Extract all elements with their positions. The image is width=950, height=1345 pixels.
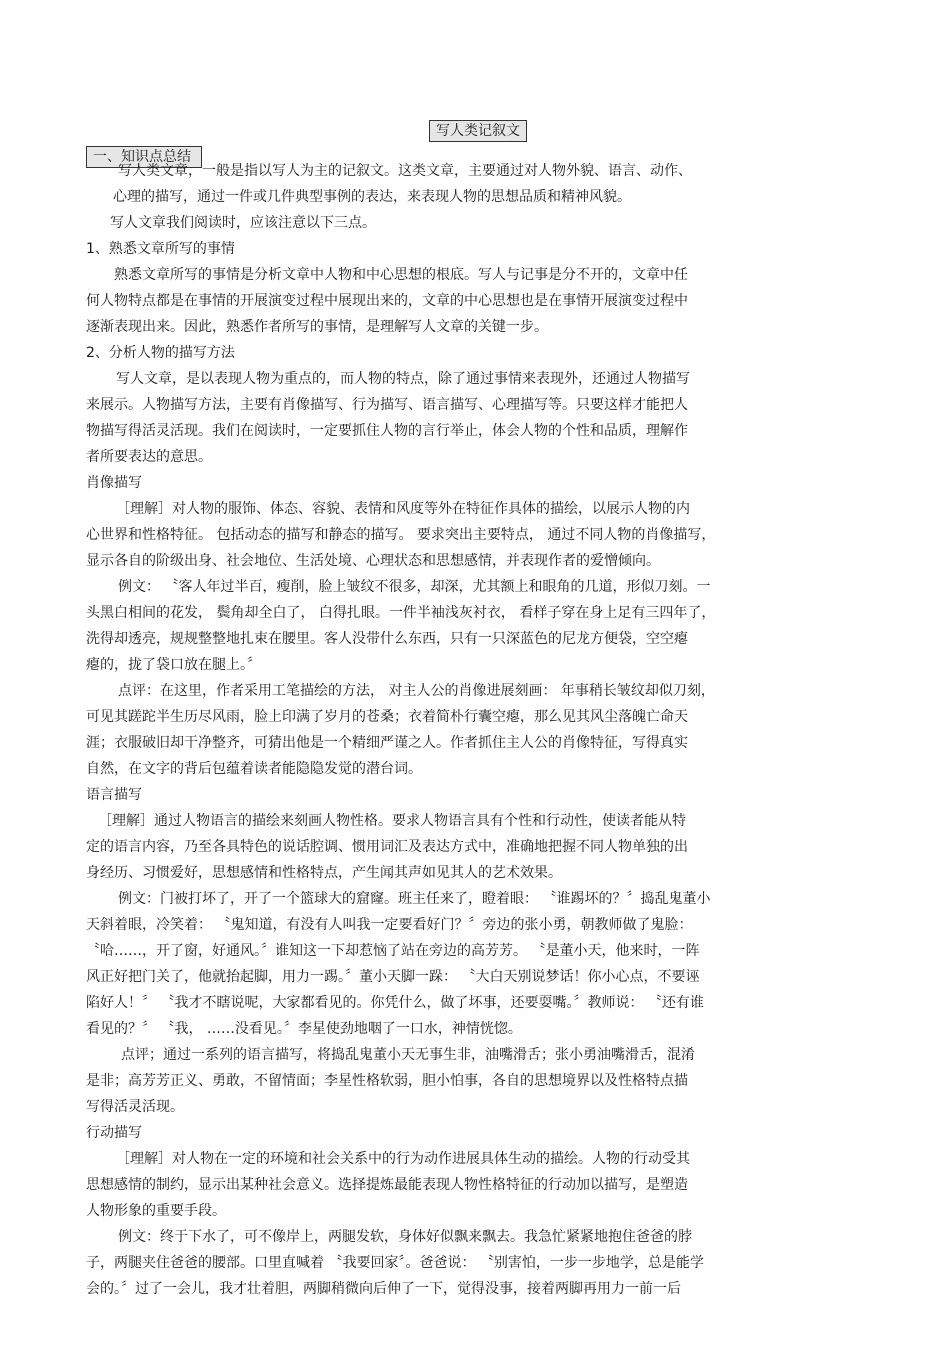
- text-line: 头黑白相间的花发， 鬓角却全白了， 白得扎眼。一件半袖浅灰衬衣， 看样子穿在身上足有三四年了，: [86, 605, 716, 621]
- text-line: 洗得却透亮，规规整整地扎束在腰里。客人没带什么东西，只有一只深蓝色的尼龙方便袋，空空瘪: [86, 631, 688, 647]
- text-line: 可见其蹉跎半生历尽风雨，脸上印满了岁月的苍桑；衣着简朴行囊空瘪，那么见其风尘落魄亡命天: [86, 709, 688, 725]
- text-line: 陷好人！〞 〝我才不瞎说呢，大家都看见的。你凭什么，做了坏事，还要耍嘴。〞教师说： 〝还有谁: [86, 995, 704, 1011]
- document-title: 写人类记叙文: [429, 120, 527, 142]
- text-line: 写人文章，是以表现人物为重点的，而人物的特点，除了通过事情来表现外，还通过人物描写: [116, 371, 690, 387]
- section-heading: 一、知识点总结: [86, 146, 202, 168]
- text-line: 例文： 〝客人年过半百，瘦削，脸上皱纹不很多，却深，尤其额上和眼角的几道，形似刀刻。一: [118, 579, 711, 595]
- text-line: 是非；高芳芳正义、勇敢，不留情面；李星性格软弱，胆小怕事，各自的思想境界以及性格特点描: [86, 1073, 688, 1089]
- text-line: 来展示。人物描写方法，主要有肖像描写、行为描写、语言描写、心理描写等。只要这样才能把人: [86, 397, 688, 413]
- text-line: 点评：在这里，作者采用工笔描绘的方法， 对主人公的肖像进展刻画： 年事稍长皱纹却似刀刻，: [118, 683, 715, 699]
- text-line: 显示各自的阶级出身、社会地位、生活处境、心理状态和思想感情，并表现作者的爱憎倾向。: [86, 553, 660, 569]
- text-line: 写人文章我们阅读时，应该注意以下三点。: [110, 215, 376, 231]
- text-line: 写得活灵活现。: [86, 1099, 184, 1115]
- text-line: 2、分析人物的描写方法: [86, 345, 235, 361]
- text-line: 何人物特点都是在事情的开展演变过程中展现出来的，文章的中心思想也是在事情开展演变过程中: [86, 293, 688, 309]
- text-line: 思想感情的制约，显示出某种社会意义。选择提炼最能表现人物性格特征的行动加以描写，是塑造: [86, 1177, 688, 1193]
- text-line: 会的。〞过了一会儿，我才壮着胆，两脚稍微向后伸了一下，觉得没事，接着两脚再用力一前一后: [86, 1281, 681, 1297]
- text-line: 1、熟悉文章所写的事情: [86, 241, 235, 257]
- text-line: 瘪的，拢了袋口放在腿上。〞: [86, 657, 261, 673]
- text-line: ［理解］对人物的服饰、体态、容貌、表情和风度等外在特征作具体的描绘，以展示人物的内: [116, 501, 690, 517]
- text-line: 语言描写: [86, 787, 142, 803]
- text-line: 定的语言内容，乃至各具特色的说话腔调、惯用词汇及表达方式中，准确地把握不同人物单独的出: [86, 839, 688, 855]
- text-line: 人物形象的重要手段。: [86, 1203, 226, 1219]
- text-line: 天斜着眼，冷笑着： 〝鬼知道，有没有人叫我一定要看好门？〞旁边的张小勇，朝教师做了鬼脸：: [86, 917, 693, 933]
- text-line: 〝哈……，开了窗，好通风。〞谁知这一下却惹恼了站在旁边的高芳芳。 〝是董小天，他来时，一阵: [86, 943, 700, 959]
- text-line: 例文：终于下水了，可不像岸上，两腿发软，身体好似飘来飘去。我急忙紧紧地抱住爸爸的脖: [118, 1229, 692, 1245]
- text-line: 熟悉文章所写的事情是分析文章中人物和中心思想的根底。写人与记事是分不开的，文章中任: [114, 267, 688, 283]
- text-line: ［理解］通过人物语言的描绘来刻画人物性格。要求人物语言具有个性和行动性，使读者能从特: [98, 813, 686, 829]
- text-line: 例文：门被打坏了，开了一个篮球大的窟窿。班主任来了，瞪着眼： 〝谁踢坏的？〞捣乱鬼董小: [118, 891, 711, 907]
- text-line: 涯；衣服破旧却干净整齐，可猜出他是一个精细严谨之人。作者抓住主人公的肖像特征，写得真实: [86, 735, 688, 751]
- text-line: ［理解］对人物在一定的环境和社会关系中的行为动作进展具体生动的描绘。人物的行动受其: [116, 1151, 690, 1167]
- text-line: 自然，在文字的背后包蕴着读者能隐隐发觉的潜台词。: [86, 761, 422, 777]
- text-line: 看见的？〞 〝我， ……没看见。〞李星使劲地咽了一口水，神情恍惚。: [86, 1021, 522, 1037]
- text-line: 心理的描写，通过一件或几件典型事例的表达，来表现人物的思想品质和精神风貌。: [113, 189, 631, 205]
- text-line: 心世界和性格特征。 包括动态的描写和静态的描写。 要求突出主要特点， 通过不同人物的肖像描写，: [86, 527, 716, 543]
- text-line: 身经历、习惯爱好，思想感情和性格特点，产生闻其声如见其人的艺术效果。: [86, 865, 562, 881]
- text-line: 写人类文章，一般是指以写人为主的记叙文。这类文章，主要通过对人物外貌、语言、动作、: [118, 163, 692, 179]
- text-line: 行动描写: [86, 1125, 142, 1141]
- text-line: 风正好把门关了，他就抬起脚，用力一踢。〞董小天脚一跺： 〝大白天别说梦话！你小心点，不要诬: [86, 969, 700, 985]
- text-line: 肖像描写: [86, 475, 142, 491]
- text-line: 逐渐表现出来。因此，熟悉作者所写的事情，是理解写人文章的关键一步。: [86, 319, 548, 335]
- text-line: 点评；通过一系列的语言描写，将捣乱鬼董小天无事生非，油嘴滑舌；张小勇油嘴滑舌，混淆: [121, 1047, 695, 1063]
- text-line: 物描写得活灵活现。我们在阅读时，一定要抓住人物的言行举止，体会人物的个性和品质，理解作: [86, 423, 688, 439]
- text-line: 子，两腿夹住爸爸的腰部。口里直喊着 〝我要回家〞。爸爸说： 〝别害怕，一步一步地学，总是能学: [86, 1255, 704, 1271]
- text-line: 者所要表达的意思。: [86, 449, 212, 465]
